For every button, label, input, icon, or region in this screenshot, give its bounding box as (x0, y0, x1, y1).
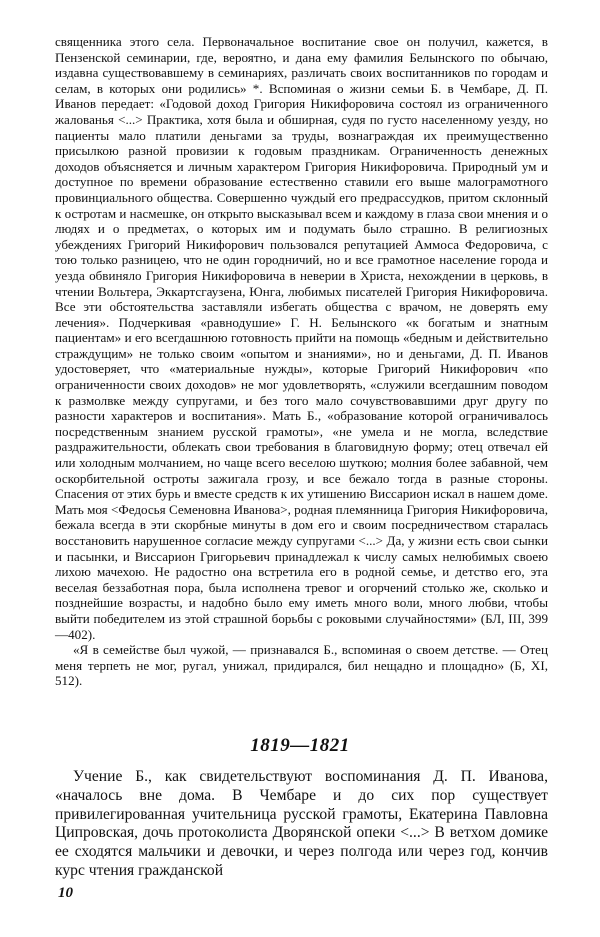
paragraph-quote: «Я в семействе был чужой, — признавался Б., вспоминая о своем детстве. — Отец меня терпеть не мог, ругал, унижал, придирался, бил нещадно и площадно» (Б, XI, 512). (55, 642, 548, 689)
commentary-block (55, 34, 548, 689)
page-number: 10 (58, 885, 73, 901)
paragraph-main: священника этого села. Первоначальное воспитание свое он получил, кажется, в Пензенской семинарии, где, вероятно, и дана ему фамилия Белынского по обычаю, издавна существовавшему в семинариях, различать своих воспитанников по городам и селам, в которых они родились» *. Вспоминая о жизни семьи Б. в Чембаре, Д. П. Иванов передает: «Годовой доход Григория Никифоровича состоял из ограниченного жалованья <...> Практика, хотя была и обширная, судя по густо населенному уезду, но пациенты мало платили деньгами за труды, вознаграждая их преимущественно присылкою разной провизии к годовым праздникам. Ограниченность денежных доходов объясняется и личным характером Григория Никифоровича. Природный ум и доступное по времени образование естественно ставили его выше малограмотного провинциального общества. Совершенно чуждый его предрассудков, притом склонный к остротам и насмешке, он открыто высказывал всем и каждому в глаза свои мнения и о людях и о предметах, о которых им и подумать было страшно. В религиозных убеждениях Григорий Никифорович пользовался репутацией Аммоса Федоровича, с тою только разницею, что не один городничий, но и все грамотное население города и уезда обвиняло Григория Никифоровича в неверии в Христа, нехождении в церковь, в чтении Вольтера, Эккартсгаузена, Юнга, любимых писателей Григория Никифоровича. Все эти обстоятельства заставляли избегать общества с врачом, не доверять ему лечения». Подчеркивая «равнодушие» Г. Н. Белынского «к богатым и знатным пациентам» и его всегдашнюю готовность прийти на помощь «бедным и действительно страждущим» не только своим «опытом и знаниями», но и деньгами, Д. П. Иванов удостоверяет, что «материальные нужды», которые Григорий Никифорович «по ограниченности своих доходов» не мог удовлетворять, «служили всегдашним поводом к размолвке между супругами, и без того мало сочувствовавшими друг другу по разности характеров и воспитания». Мать Б., «образование которой ограничивалось посредственным знанием русской грамоты», «не умела и не могла, вследствие раздражительности, облекать свои требования в благовидную форму; отец отвечал ей или холодным молчанием, но чаще всего веселою шуткою; молния более забавной, чем оскорбительной остроты зажигала грозу, и все бежало тогда в разные стороны. Спасения от этих бурь и вместе средств к их утишению Виссарион искал в нашем доме. Мать моя <Федосья Семеновна Иванова>, родная племянница Григория Никифоровича, бежала всегда в эти скорбные минуты в дом его и своим посредничеством старалась восстановить нарушенное согласие между супругами <...> Да, у жизни есть свои сынки и пасынки, и Виссарион Григорьевич принадлежал к числу самых нелюбимых своею лихою мачехою. Не радостно она встретила его в родной семье, и детство его, эта веселая беззаботная пора, была исполнена тревог и огорчений столько же, сколько и позднейшие возрасты, и надобно было ему иметь много воли, много любви, чтобы выйти победителем из этой страшной борьбы с роковыми случайностями» (БЛ, III, 399—402). (55, 34, 548, 642)
section-heading: 1819—1821 (250, 735, 350, 756)
paragraph-section: Учение Б., как свидетельствуют воспоминания Д. П. Иванова, «началось вне дома. В Чембаре и до сих пор существует привилегированная учительница русской грамоты, Екатерина Павловна Ципровская, дочь протоколиста Дворянской опеки <...> В ветхом домике ее сходятся мальчики и девочки, и через полгода или через год, кончив курс чтения гражданской (55, 768, 548, 879)
section-body (55, 768, 548, 881)
